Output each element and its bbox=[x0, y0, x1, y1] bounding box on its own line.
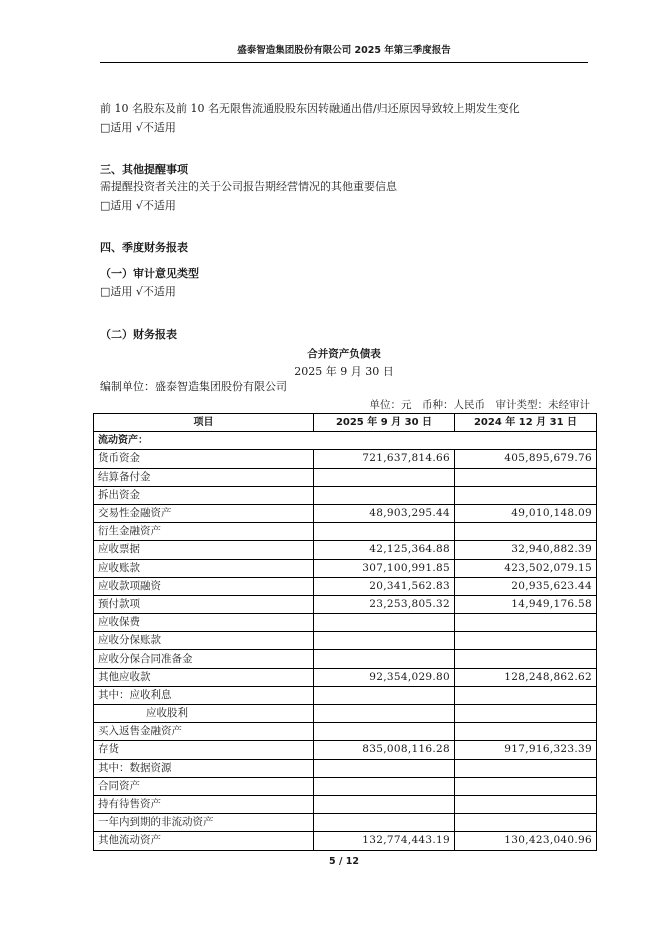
row-label: 其他应收款 bbox=[94, 668, 314, 686]
value-2024-12-31 bbox=[455, 486, 597, 504]
value-2024-12-31: 32,940,882.39 bbox=[455, 541, 597, 559]
statement-meta: 单位：元 币种：人民币 审计类型：未经审计 bbox=[369, 399, 590, 411]
value-2024-12-31: 20,935,623.44 bbox=[455, 577, 597, 595]
row-label: 其中：应收利息 bbox=[94, 686, 314, 704]
section-label: 流动资产： bbox=[94, 432, 597, 450]
value-2025-09-30 bbox=[314, 468, 455, 486]
statement-date: 2025 年 9 月 30 日 bbox=[294, 365, 394, 378]
table-row bbox=[94, 741, 597, 759]
section3-text: 需提醒投资者关注的关于公司报告期经营情况的其他重要信息 bbox=[100, 180, 397, 193]
value-2025-09-30: 835,008,116.28 bbox=[314, 741, 455, 759]
table-row bbox=[94, 614, 597, 632]
value-2025-09-30 bbox=[314, 686, 455, 704]
column-header-item: 项目 bbox=[94, 414, 314, 432]
section4-title: 四、季度财务报表 bbox=[100, 241, 188, 254]
table-row bbox=[94, 795, 597, 813]
column-header-2024: 2024 年 12 月 31 日 bbox=[455, 414, 597, 432]
value-2025-09-30 bbox=[314, 650, 455, 668]
table-row bbox=[94, 541, 597, 559]
value-2024-12-31 bbox=[455, 686, 597, 704]
row-label: 应收票据 bbox=[94, 541, 314, 559]
value-2025-09-30 bbox=[314, 523, 455, 541]
row-label: 应收股利 bbox=[94, 705, 314, 723]
value-2024-12-31 bbox=[455, 614, 597, 632]
value-2025-09-30: 132,774,443.19 bbox=[314, 832, 455, 850]
value-2025-09-30 bbox=[314, 705, 455, 723]
table-row bbox=[94, 668, 597, 686]
section3-options: □适用 √不适用 bbox=[100, 199, 176, 212]
table-row bbox=[94, 777, 597, 795]
row-label: 应收保费 bbox=[94, 614, 314, 632]
row-label: 应收款项融资 bbox=[94, 577, 314, 595]
value-2025-09-30: 92,354,029.80 bbox=[314, 668, 455, 686]
table-row bbox=[94, 814, 597, 832]
value-2025-09-30: 23,253,805.32 bbox=[314, 595, 455, 613]
table-row bbox=[94, 559, 597, 577]
row-label: 买入返售金融资产 bbox=[94, 723, 314, 741]
row-label: 应收分保合同准备金 bbox=[94, 650, 314, 668]
value-2024-12-31 bbox=[455, 523, 597, 541]
value-2025-09-30 bbox=[314, 759, 455, 777]
value-2025-09-30: 48,903,295.44 bbox=[314, 504, 455, 522]
value-2024-12-31 bbox=[455, 650, 597, 668]
table-row bbox=[94, 759, 597, 777]
table-row bbox=[94, 632, 597, 650]
audit-opinion-options: □适用 √不适用 bbox=[100, 285, 176, 298]
row-label: 应收账款 bbox=[94, 559, 314, 577]
page-number: 5 / 12 bbox=[329, 856, 359, 867]
table-row bbox=[94, 577, 597, 595]
value-2024-12-31 bbox=[455, 723, 597, 741]
balance-sheet-table bbox=[93, 413, 597, 851]
table-row bbox=[94, 486, 597, 504]
value-2024-12-31: 14,949,176.58 bbox=[455, 595, 597, 613]
table-row bbox=[94, 450, 597, 468]
value-2024-12-31: 917,916,323.39 bbox=[455, 741, 597, 759]
table-row bbox=[94, 650, 597, 668]
statement-preparer: 编制单位：盛泰智造集团股份有限公司 bbox=[100, 380, 287, 393]
audit-opinion-title: （一）审计意见类型 bbox=[100, 267, 199, 280]
row-label: 其中：数据资源 bbox=[94, 759, 314, 777]
table-header-row bbox=[94, 414, 597, 432]
value-2025-09-30 bbox=[314, 632, 455, 650]
value-2024-12-31 bbox=[455, 632, 597, 650]
top-section-text: 前 10 名股东及前 10 名无限售流通股股东因转融通出借/归还原因导致较上期发生变化 bbox=[100, 102, 520, 115]
value-2025-09-30 bbox=[314, 614, 455, 632]
value-2024-12-31 bbox=[455, 814, 597, 832]
row-label: 衍生金融资产 bbox=[94, 523, 314, 541]
section3-title: 三、其他提醒事项 bbox=[100, 163, 188, 176]
row-label: 拆出资金 bbox=[94, 486, 314, 504]
table-row bbox=[94, 595, 597, 613]
table-row bbox=[94, 686, 597, 704]
value-2024-12-31: 49,010,148.09 bbox=[455, 504, 597, 522]
value-2025-09-30: 20,341,562.83 bbox=[314, 577, 455, 595]
value-2024-12-31 bbox=[455, 468, 597, 486]
top-section-options: □适用 √不适用 bbox=[100, 121, 176, 134]
row-label: 货币资金 bbox=[94, 450, 314, 468]
statement-title: 合并资产负债表 bbox=[307, 348, 381, 360]
table-row bbox=[94, 504, 597, 522]
row-label: 其他流动资产 bbox=[94, 832, 314, 850]
value-2025-09-30: 721,637,814.66 bbox=[314, 450, 455, 468]
value-2024-12-31: 130,423,040.96 bbox=[455, 832, 597, 850]
value-2025-09-30 bbox=[314, 777, 455, 795]
value-2024-12-31: 405,895,679.76 bbox=[455, 450, 597, 468]
value-2025-09-30 bbox=[314, 795, 455, 813]
table-row bbox=[94, 832, 597, 850]
column-header-2025: 2025 年 9 月 30 日 bbox=[314, 414, 455, 432]
table-row bbox=[94, 723, 597, 741]
row-label: 结算备付金 bbox=[94, 468, 314, 486]
financial-statements-title: （二）财务报表 bbox=[100, 328, 177, 341]
table-row bbox=[94, 523, 597, 541]
row-label: 应收分保账款 bbox=[94, 632, 314, 650]
table-row bbox=[94, 705, 597, 723]
section-row bbox=[94, 432, 597, 450]
value-2024-12-31 bbox=[455, 705, 597, 723]
page-header: 盛泰智造集团股份有限公司 2025 年第三季度报告 bbox=[100, 42, 588, 63]
value-2024-12-31 bbox=[455, 777, 597, 795]
row-label: 合同资产 bbox=[94, 777, 314, 795]
value-2025-09-30 bbox=[314, 814, 455, 832]
value-2024-12-31: 128,248,862.62 bbox=[455, 668, 597, 686]
row-label: 一年内到期的非流动资产 bbox=[94, 814, 314, 832]
value-2025-09-30 bbox=[314, 486, 455, 504]
value-2025-09-30: 307,100,991.85 bbox=[314, 559, 455, 577]
table-row bbox=[94, 468, 597, 486]
value-2025-09-30 bbox=[314, 723, 455, 741]
row-label: 持有待售资产 bbox=[94, 795, 314, 813]
value-2024-12-31: 423,502,079.15 bbox=[455, 559, 597, 577]
row-label: 存货 bbox=[94, 741, 314, 759]
row-label: 交易性金融资产 bbox=[94, 504, 314, 522]
row-label: 预付款项 bbox=[94, 595, 314, 613]
value-2025-09-30: 42,125,364.88 bbox=[314, 541, 455, 559]
value-2024-12-31 bbox=[455, 759, 597, 777]
value-2024-12-31 bbox=[455, 795, 597, 813]
